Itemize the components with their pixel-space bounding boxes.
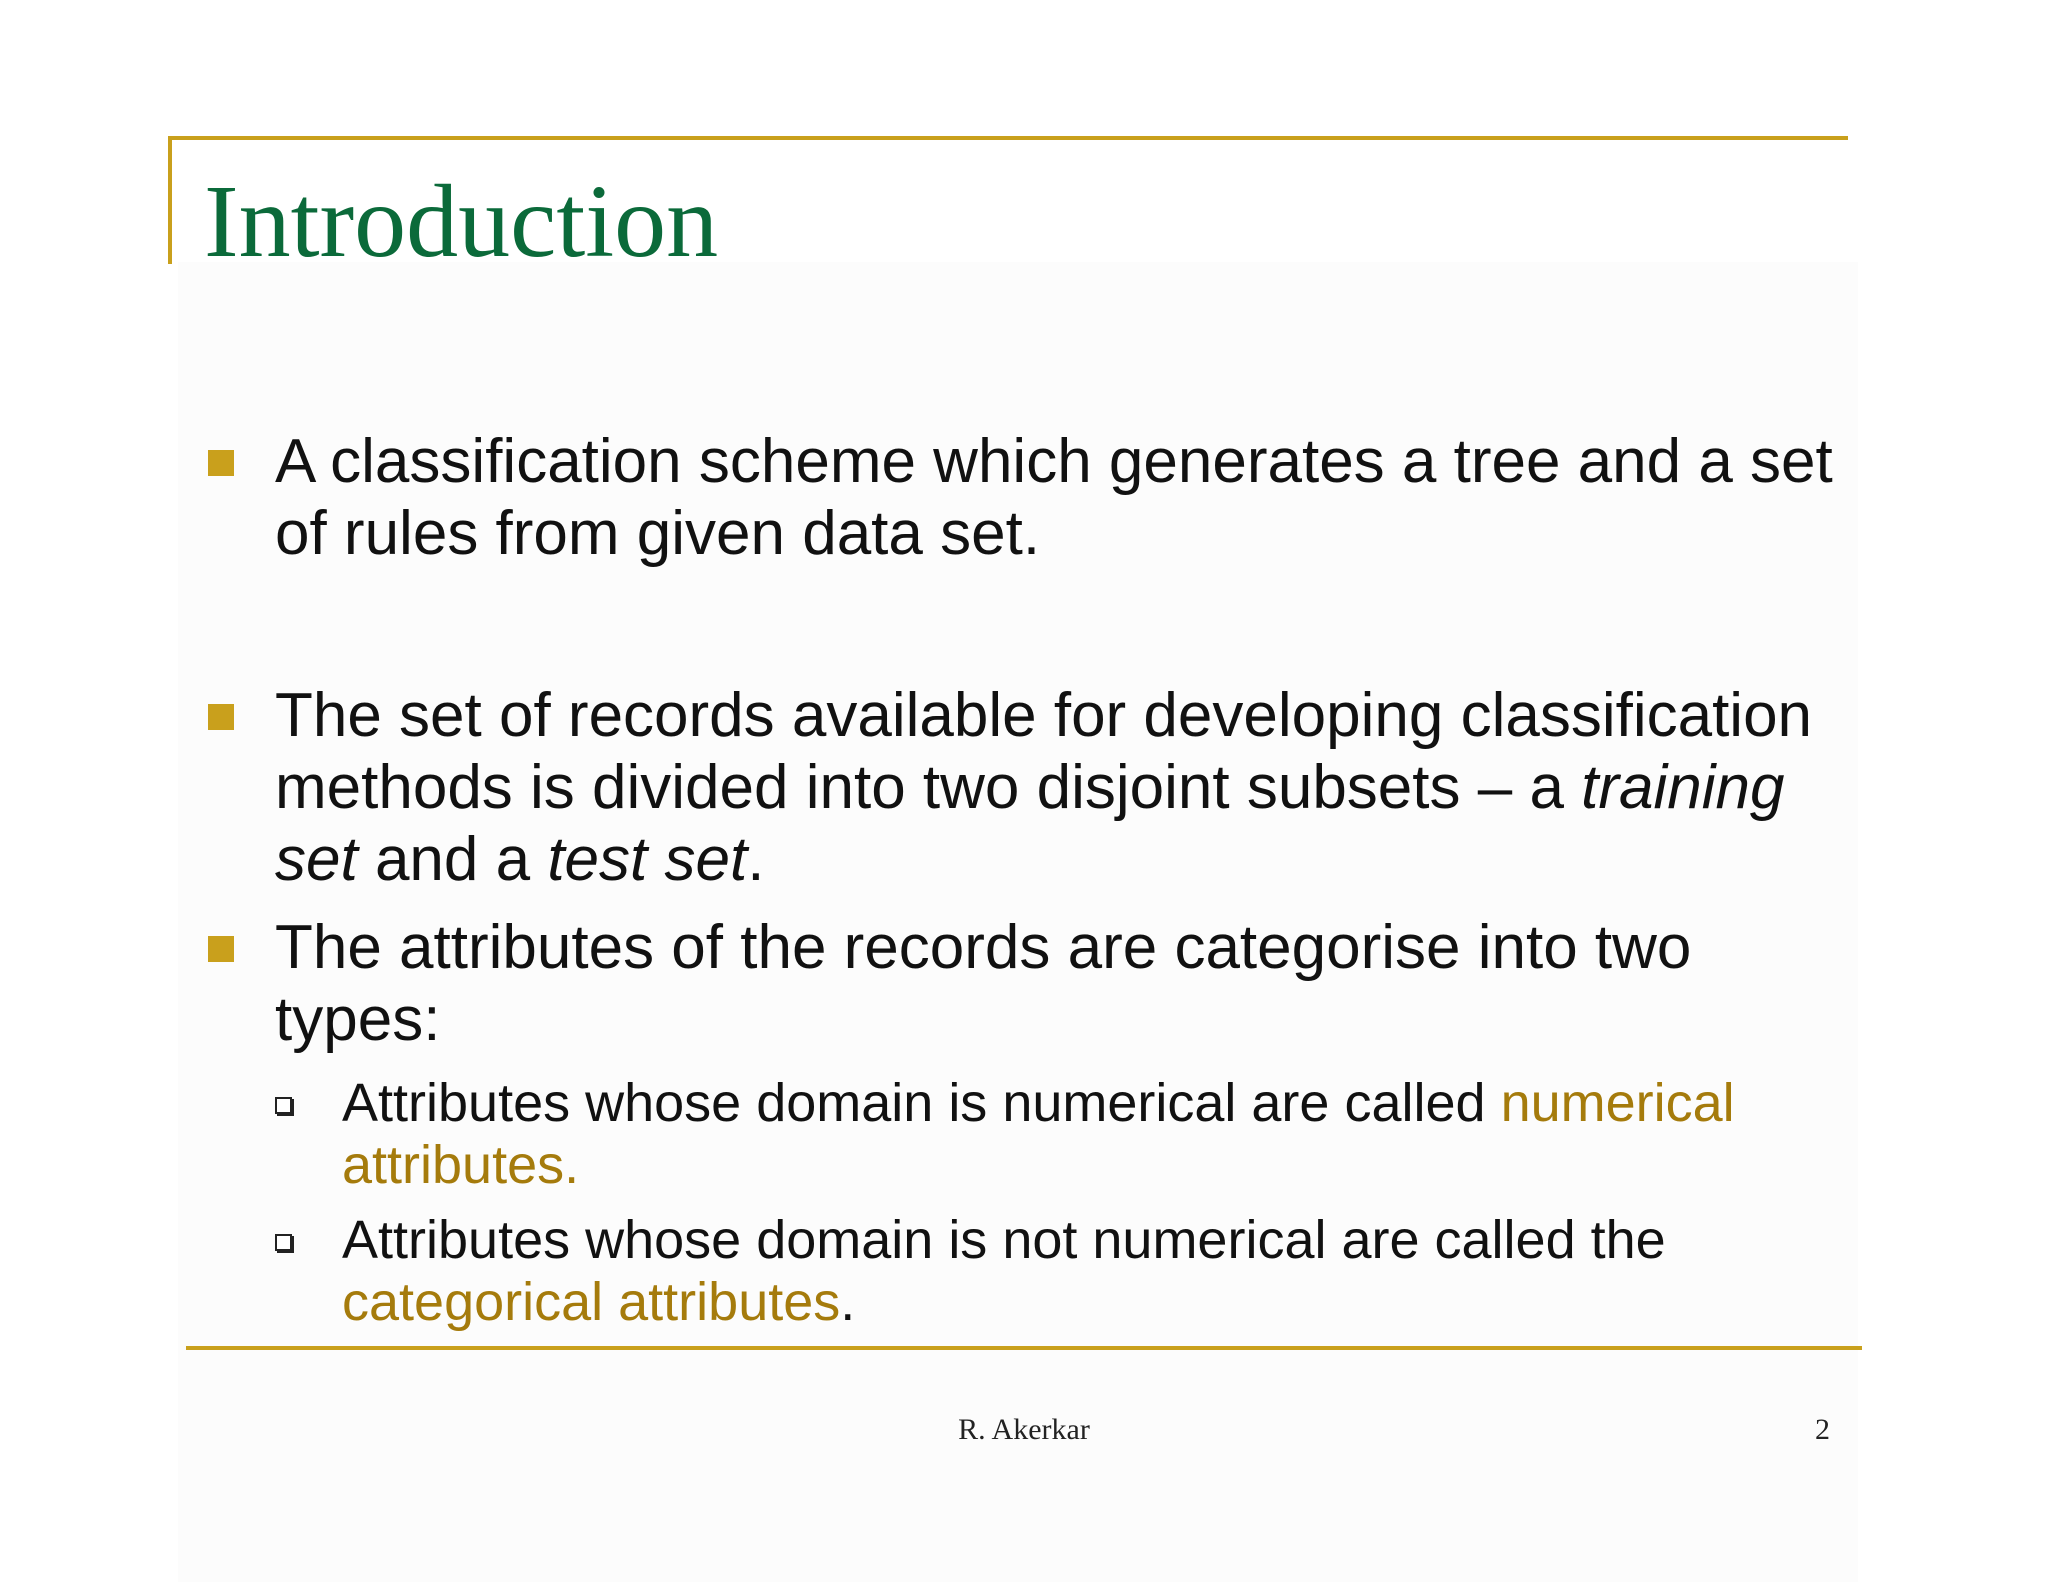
hollow-square-icon xyxy=(275,1234,292,1251)
emphasis-test-set: test set xyxy=(547,825,748,894)
hollow-square-icon xyxy=(275,1097,292,1114)
sub-bullet-trailing: . xyxy=(840,1272,856,1332)
filled-square-icon xyxy=(208,450,234,476)
bullet-item xyxy=(208,426,1848,570)
filled-square-icon xyxy=(208,936,234,962)
footer-author: R. Akerkar xyxy=(958,1413,1090,1446)
slide-title: Introduction xyxy=(204,164,719,279)
bullet-text xyxy=(275,680,1848,896)
bullet-text-part: . xyxy=(747,825,765,894)
sub-bullet-item xyxy=(275,1072,1845,1196)
page-number: 2 xyxy=(1815,1413,1830,1446)
title-left-rule xyxy=(168,136,172,264)
sub-bullet-item xyxy=(275,1209,1845,1333)
sub-bullet-text xyxy=(342,1072,1845,1196)
sub-bullet-text-part: Attributes whose domain is not numerical are called the xyxy=(342,1210,1666,1270)
bullet-item xyxy=(208,680,1848,896)
bullet-text: The attributes of the records are categorise into two types: xyxy=(275,913,1692,1054)
highlight-categorical-attributes: categorical attributes xyxy=(342,1272,841,1332)
bullet-text-part: and a xyxy=(357,825,548,894)
filled-square-icon xyxy=(208,704,234,730)
sub-bullet-text-part: Attributes whose domain is numerical are called xyxy=(342,1073,1501,1133)
bullet-item xyxy=(208,912,1848,1056)
highlight-numerical-attributes: numerical attributes. xyxy=(342,1073,1735,1195)
title-top-rule xyxy=(168,136,1848,140)
emphasis-training-set: training set xyxy=(275,753,1785,894)
bullet-text-part: The set of records available for developing classification methods is divided into two disjoint subsets – a xyxy=(275,681,1813,822)
bullet-text: A classification scheme which generates a tree and a set of rules from given data set. xyxy=(275,427,1833,568)
sub-bullet-text xyxy=(342,1209,1845,1333)
footer-rule xyxy=(186,1346,1862,1350)
